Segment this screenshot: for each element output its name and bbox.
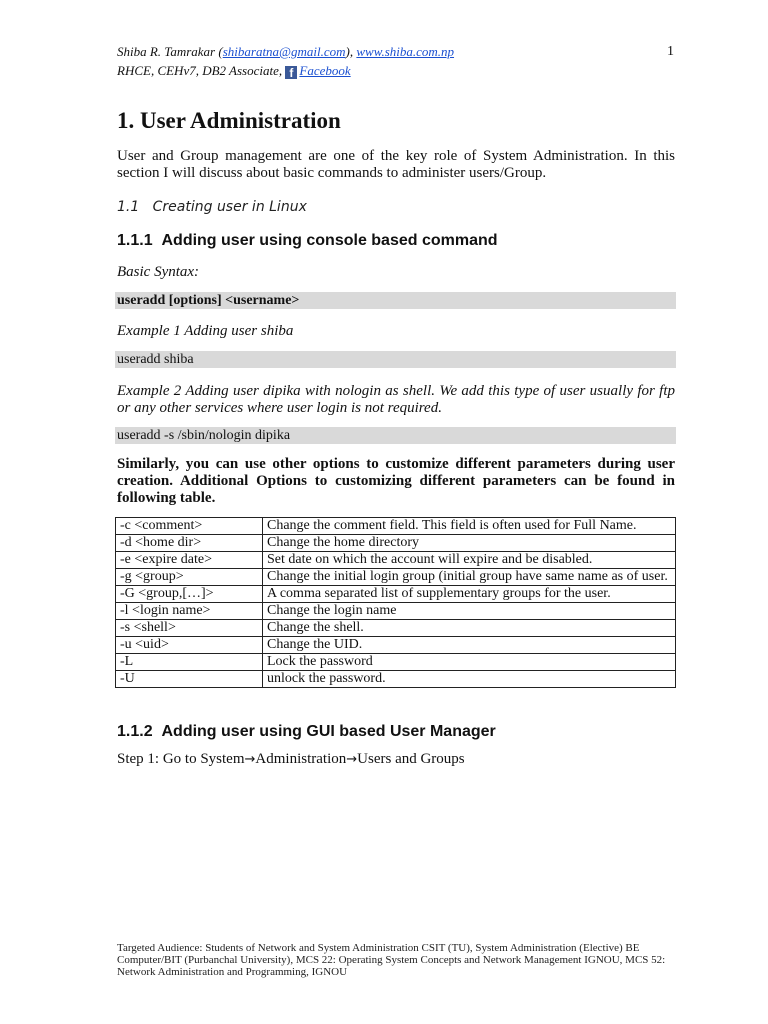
- page-number: 1: [667, 44, 674, 59]
- example2-code: useradd -s /sbin/nologin dipika: [115, 427, 676, 444]
- option-description: Change the initial login group (initial group have same name as of user.: [263, 569, 676, 586]
- footer-audience: Targeted Audience: Students of Network and System Administration CSIT (TU), System Administration (Elective) BE Computer/BIT (Purbanchal University), MCS 22: Operating System Concepts and Network Management IGNOU, MCS 52: Network Administration and Programming, IGNOU: [117, 942, 666, 978]
- section-1-1-heading: [117, 199, 307, 215]
- section-title: Adding user using console based command: [161, 232, 498, 249]
- example1-caption: Example 1 Adding user shiba: [117, 323, 294, 339]
- example2-caption: Example 2 Adding user dipika with nologin as shell. We add this type of user usually for ftp or any other services where user login is not required.: [117, 383, 675, 416]
- section-1-1-2-heading: [117, 723, 496, 741]
- facebook-icon: f: [285, 66, 297, 79]
- option-description: Set date on which the account will expire and be disabled.: [263, 552, 676, 569]
- option-description: Change the login name: [263, 603, 676, 620]
- option-description: unlock the password.: [263, 671, 676, 688]
- step1-part2: Administration: [255, 751, 347, 767]
- option-flag: -l <login name>: [116, 603, 263, 620]
- option-flag: -L: [116, 654, 263, 671]
- section-1-1-1-heading: [117, 232, 498, 250]
- header-credentials-line: [117, 63, 351, 79]
- page-title: 1. User Administration: [117, 108, 341, 133]
- facebook-link[interactable]: Facebook: [299, 63, 351, 78]
- table-row: [116, 552, 676, 569]
- table-row: [116, 569, 676, 586]
- example1-code: useradd shiba: [115, 351, 676, 368]
- options-table: [115, 517, 676, 688]
- website-link[interactable]: www.shiba.com.np: [356, 44, 455, 59]
- section-number: 1.1.1: [117, 232, 153, 249]
- option-description: Lock the password: [263, 654, 676, 671]
- section-title: Adding user using GUI based User Manager: [161, 723, 496, 740]
- section-number: 1.1.2: [117, 723, 153, 740]
- section-title: Creating user in Linux: [152, 199, 307, 215]
- table-row: [116, 603, 676, 620]
- option-description: A comma separated list of supplementary groups for the user.: [263, 586, 676, 603]
- table-row: [116, 535, 676, 552]
- options-intro: Similarly, you can use other options to customize different parameters during user creation. Additional Options to customizing different parameters can be found in following table.: [117, 456, 675, 506]
- step1-part3: Users and Groups: [357, 751, 465, 767]
- arrow-right-icon: →: [346, 752, 358, 767]
- author-name: Shiba R. Tamrakar: [117, 44, 216, 59]
- table-row: [116, 671, 676, 688]
- option-description: Change the shell.: [263, 620, 676, 637]
- email-link[interactable]: shibaratna@gmail.com: [222, 44, 346, 59]
- header-author-line: Shiba R. Tamrakar (shibaratna@gmail.com), www.shiba.com.np: [117, 44, 455, 59]
- step1-prefix: Step 1: Go to System: [117, 751, 245, 767]
- syntax-code: useradd [options] <username>: [115, 292, 676, 309]
- option-description: Change the UID.: [263, 637, 676, 654]
- arrow-right-icon: →: [244, 752, 256, 767]
- section-number: 1.1: [117, 199, 140, 215]
- option-description: Change the home directory: [263, 535, 676, 552]
- option-flag: -c <comment>: [116, 518, 263, 535]
- options-table-body: [116, 518, 676, 688]
- option-flag: -e <expire date>: [116, 552, 263, 569]
- option-flag: -u <uid>: [116, 637, 263, 654]
- option-flag: -G <group,[…]>: [116, 586, 263, 603]
- table-row: [116, 620, 676, 637]
- table-row: [116, 654, 676, 671]
- option-flag: -g <group>: [116, 569, 263, 586]
- option-flag: -s <shell>: [116, 620, 263, 637]
- intro-paragraph: User and Group management are one of the key role of System Administration. In this section I will discuss about basic commands to administer users/Group.: [117, 148, 675, 181]
- option-flag: -U: [116, 671, 263, 688]
- option-description: Change the comment field. This field is often used for Full Name.: [263, 518, 676, 535]
- step1-text: [117, 751, 465, 768]
- table-row: [116, 586, 676, 603]
- table-row: [116, 518, 676, 535]
- table-row: [116, 637, 676, 654]
- basic-syntax-label: Basic Syntax:: [117, 264, 200, 280]
- credentials: RHCE, CEHv7, DB2 Associate,: [117, 63, 283, 78]
- option-flag: -d <home dir>: [116, 535, 263, 552]
